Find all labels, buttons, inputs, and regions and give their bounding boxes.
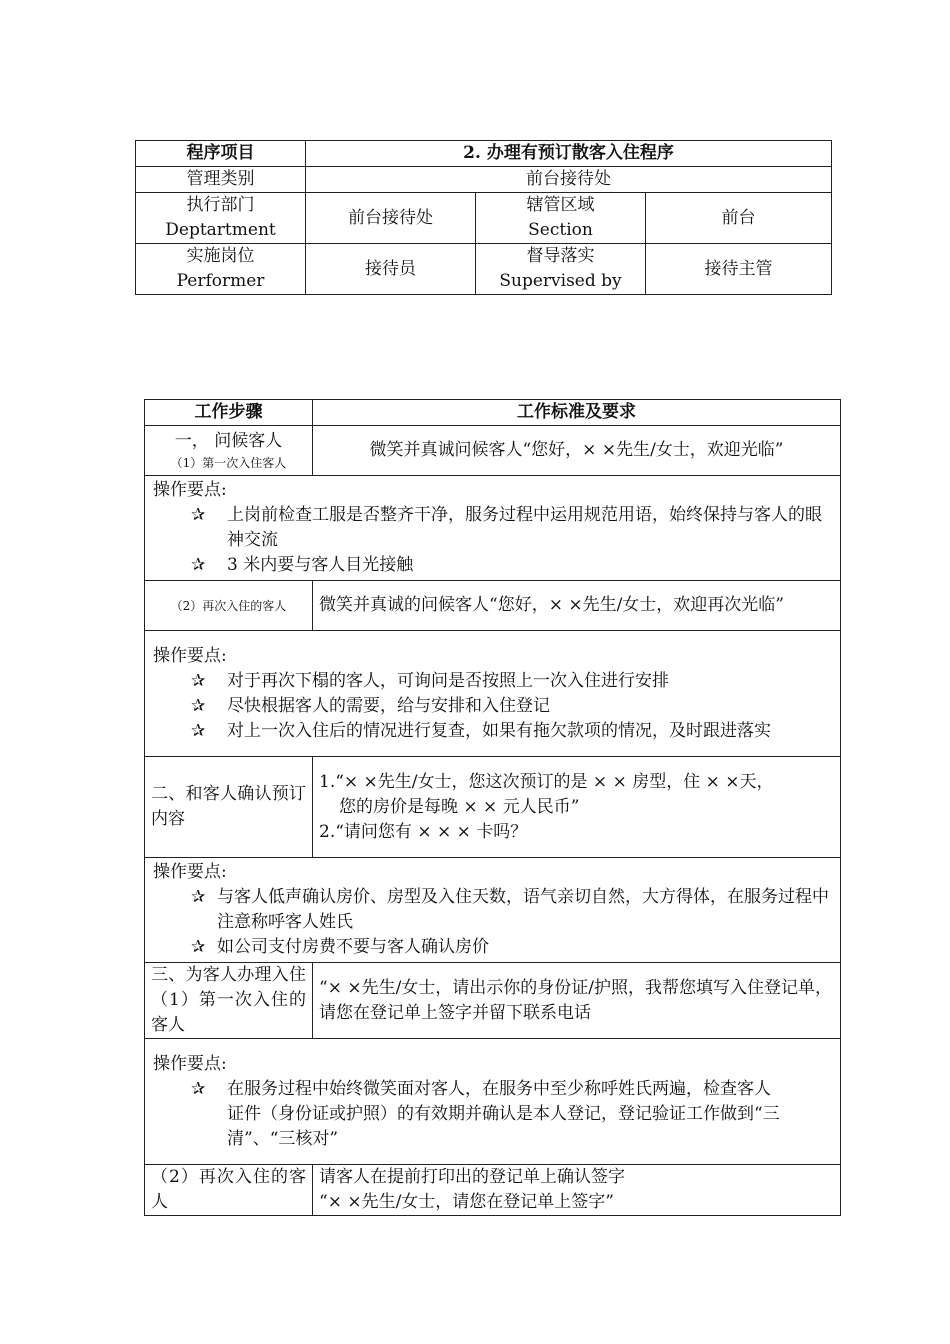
note-point: ✰ 3 米内要与客人目光接触 [153, 553, 832, 578]
step1-notes1 [145, 476, 841, 581]
step1-sub1: （1）第一次入住客人 [170, 456, 287, 470]
step3-standard1: “× ×先生/女士，请出示你的身份证/护照，我帮您填写入住登记单，请您在登记单上签字并留下联系电话 [313, 963, 841, 1039]
star-icon: ✰ [191, 505, 206, 525]
performer-value: 接待员 [306, 244, 476, 295]
step3-standard2-line1: 请客人在提前打印出的登记单上确认签字 [319, 1167, 625, 1187]
step2-standard [313, 757, 841, 858]
label-performer-en: Performer [176, 271, 265, 291]
step3-title: 三、为客人办理入住（1）第一次入住的客人 [145, 963, 313, 1039]
step1-sub2: （2）再次入住的客人 [145, 581, 313, 631]
step1-title: 一， 问候客人 [174, 431, 283, 451]
step3-standard2 [313, 1165, 841, 1216]
program-title: 2. 办理有预订散客入住程序 [306, 141, 832, 167]
steps-table [144, 399, 841, 1216]
col-step-header: 工作步骤 [145, 400, 313, 426]
step2-standard-line2: 您的房价是每晚 × × 元人民币” [339, 796, 580, 817]
step1-standard1: 微笑并真诚问候客人“您好，× ×先生/女士，欢迎光临” [313, 426, 841, 476]
label-section-en: Section [528, 220, 593, 240]
category-value: 前台接待处 [306, 167, 832, 193]
label-supervised [476, 244, 646, 295]
note-continuation: 证件（身份证或护照）的有效期并确认是本人登记，登记验证工作做到“三清”、“三核对” [227, 1103, 780, 1149]
step1-notes2 [145, 631, 841, 757]
step2-title: 二、和客人确认预订内容 [145, 757, 313, 858]
department-value: 前台接待处 [306, 193, 476, 244]
step3-sub2: （2）再次入住的客人 [145, 1165, 313, 1216]
note-point: ✰ 对于再次下榻的客人，可询问是否按照上一次入住进行安排 [153, 669, 832, 694]
note-point: ✰ 尽快根据客人的需要，给与安排和入住登记 [153, 694, 832, 719]
note-label: 操作要点: [153, 862, 227, 882]
note-label: 操作要点: [153, 645, 227, 666]
label-performer-cn: 实施岗位 [186, 246, 255, 266]
note-point: ✰ 对上一次入住后的情况进行复查，如果有拖欠款项的情况，及时跟进落实 [153, 719, 832, 744]
label-department-cn: 执行部门 [186, 195, 255, 215]
note-label: 操作要点: [153, 480, 227, 500]
note-point: ✰ 上岗前检查工服是否整齐干净，服务过程中运用规范用语，始终保持与客人的眼神交流 [153, 503, 832, 553]
step1-title-cell [145, 426, 313, 476]
note-point: ✰ 与客人低声确认房价、房型及入住天数，语气亲切自然，大方得体，在服务过程中注意称呼客人姓氏 [153, 885, 832, 935]
header-table [135, 140, 832, 295]
label-performer [136, 244, 306, 295]
label-supervised-cn: 督导落实 [526, 246, 595, 266]
label-section-cn: 辖管区域 [526, 195, 595, 215]
label-supervised-en: Supervised by [499, 271, 622, 291]
label-section [476, 193, 646, 244]
star-icon: ✰ [191, 670, 206, 691]
star-icon: ✰ [191, 937, 206, 957]
label-department-en: Deptartment [165, 220, 276, 240]
col-standard-header: 工作标准及要求 [313, 400, 841, 426]
label-program: 程序项目 [136, 141, 306, 167]
note-label: 操作要点: [153, 1053, 227, 1074]
step2-notes [145, 858, 841, 963]
step2-standard-line1: 1.“× ×先生/女士，您这次预订的是 × × 房型，住 × ×天， [319, 771, 774, 792]
label-category: 管理类别 [136, 167, 306, 193]
note-point: ✰ 在服务过程中始终微笑面对客人，在服务中至少称呼姓氏两遍，检查客人 [153, 1077, 832, 1102]
label-department [136, 193, 306, 244]
note-point: ✰ 如公司支付房费不要与客人确认房价 [153, 935, 832, 960]
star-icon: ✰ [191, 695, 206, 716]
star-icon: ✰ [191, 555, 206, 575]
step2-standard-line3: 2.“请问您有 × × × 卡吗？ [319, 821, 528, 842]
step3-notes [145, 1039, 841, 1165]
supervised-value: 接待主管 [646, 244, 832, 295]
star-icon: ✰ [191, 887, 206, 907]
section-value: 前台 [646, 193, 832, 244]
star-icon: ✰ [191, 720, 206, 741]
star-icon: ✰ [191, 1078, 206, 1099]
step1-standard2: 微笑并真诚的问候客人“您好，× ×先生/女士，欢迎再次光临” [313, 581, 841, 631]
step3-standard2-line2: “× ×先生/女士，请您在登记单上签字” [319, 1192, 615, 1212]
